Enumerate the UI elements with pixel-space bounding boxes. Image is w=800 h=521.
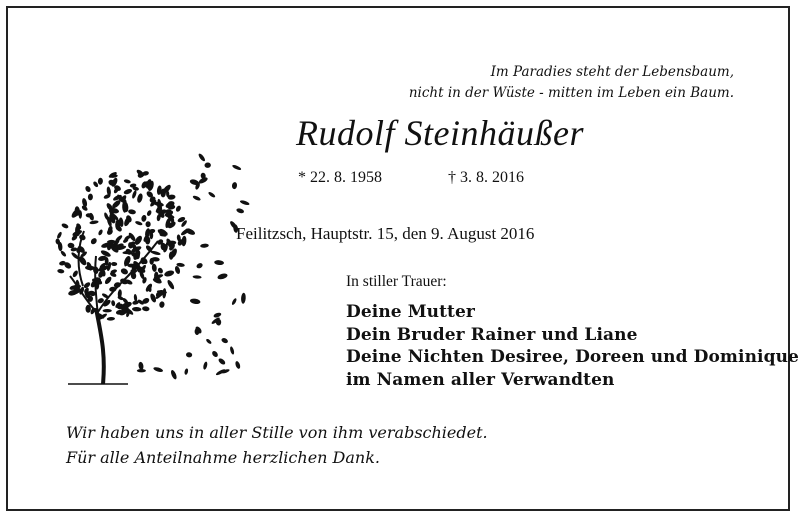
- leaf-mark: [221, 368, 230, 374]
- closing-line-2: Für alle Anteilnahme herzlichen Dank.: [66, 448, 380, 467]
- leaf-mark: [175, 205, 182, 213]
- leaf-mark: [231, 182, 237, 190]
- mourning-intro: In stiller Trauer:: [346, 273, 447, 290]
- leaf-mark: [120, 267, 129, 275]
- leaf-mark: [142, 306, 150, 312]
- leaf-mark: [61, 222, 69, 229]
- leaf-mark: [151, 263, 157, 272]
- mourner-line: Deine Mutter: [346, 302, 475, 322]
- mourner-line: Deine Nichten Desiree, Doreen und Dominique: [346, 347, 799, 367]
- leaf-mark: [192, 275, 201, 279]
- leaf-mark: [241, 293, 246, 304]
- leaf-mark: [136, 193, 143, 204]
- leaf-mark: [213, 312, 222, 319]
- leaf-mark: [88, 193, 93, 200]
- leaf-mark: [232, 164, 242, 171]
- leaf-mark: [56, 231, 62, 239]
- leaf-mark: [197, 153, 206, 163]
- leaf-mark: [164, 269, 175, 277]
- leaf-mark: [107, 317, 115, 321]
- leaf-mark: [239, 199, 250, 206]
- leaf-mark: [109, 287, 116, 292]
- leaf-mark: [132, 307, 142, 312]
- leaf-mark: [57, 269, 65, 274]
- leaf-mark: [89, 220, 99, 225]
- obituary-card: [6, 6, 799, 511]
- motto-quote: [409, 62, 734, 104]
- leaf-mark: [186, 352, 193, 358]
- leaf-mark: [123, 179, 131, 184]
- leaf-mark: [229, 346, 235, 355]
- leaf-mark: [159, 301, 165, 308]
- leaf-mark: [135, 220, 143, 226]
- closing-line-1: Wir haben uns in aller Stille von ihm verabschiedet.: [66, 423, 488, 442]
- leaf-mark: [84, 185, 91, 193]
- leaf-mark: [217, 272, 228, 280]
- leaf-mark: [231, 298, 237, 306]
- leaf-mark: [236, 208, 245, 215]
- birth-date: * 22. 8. 1958: [298, 169, 382, 186]
- leaf-mark: [123, 188, 133, 195]
- leaf-mark: [200, 243, 209, 248]
- motto-line-2: nicht in der Wüste - mitten im Leben ein Baum.: [408, 85, 734, 101]
- leaf-mark: [115, 219, 120, 230]
- leaf-mark: [97, 229, 103, 236]
- mourner-line: im Namen aller Verwandten: [346, 369, 615, 390]
- leaf-mark: [146, 210, 152, 217]
- leaf-mark: [205, 338, 212, 345]
- leaf-mark: [103, 309, 112, 312]
- leaf-mark: [166, 279, 175, 290]
- leaf-mark: [214, 260, 224, 266]
- leaf-mark: [221, 337, 229, 344]
- leaf-mark: [90, 237, 98, 245]
- leaf-mark: [234, 361, 241, 370]
- leaf-mark: [98, 178, 103, 185]
- leaf-mark: [86, 305, 91, 313]
- leaf-mark: [190, 298, 201, 305]
- leaf-mark: [72, 270, 79, 278]
- leaf-mark: [204, 162, 211, 168]
- leaf-mark: [145, 221, 150, 227]
- leaf-mark: [192, 195, 201, 202]
- leaf-mark: [217, 357, 226, 365]
- leaf-mark: [138, 361, 144, 370]
- leaf-mark: [141, 215, 147, 223]
- leaf-mark: [196, 262, 204, 269]
- leaf-mark: [170, 369, 178, 380]
- leaf-mark: [184, 368, 189, 375]
- closing-note: [66, 420, 488, 470]
- leaf-mark: [128, 209, 137, 215]
- leaf-mark: [208, 191, 216, 198]
- leaf-mark: [131, 190, 137, 199]
- leaf-mark: [181, 236, 187, 247]
- death-date: † 3. 8. 2016: [448, 169, 524, 186]
- leaf-mark: [211, 350, 219, 358]
- leaf-mark: [104, 276, 113, 286]
- deceased-name: Rudolf Steinhäußer: [296, 113, 584, 153]
- leaf-mark: [111, 262, 117, 266]
- motto-line-1: Im Paradies steht der Lebensbaum,: [490, 64, 734, 80]
- leaf-mark: [203, 361, 208, 370]
- windblown-tree-icon: [48, 136, 258, 396]
- leaf-mark: [111, 300, 116, 307]
- leaf-mark: [174, 265, 181, 274]
- mourners-list: [346, 301, 799, 391]
- mourner-line: Dein Bruder Rainer und Liane: [346, 324, 638, 345]
- place-and-date: Feilitzsch, Hauptstr. 15, den 9. August 2016: [236, 224, 535, 243]
- leaf-mark: [153, 366, 164, 373]
